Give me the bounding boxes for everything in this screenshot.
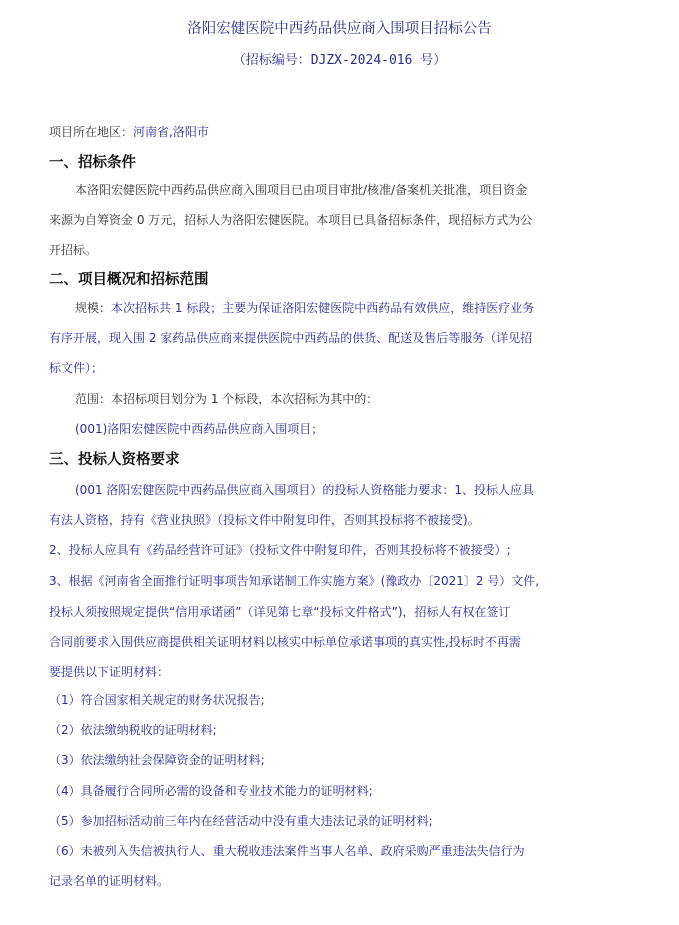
list-item: （1）符合国家相关规定的财务状况报告; — [49, 693, 265, 707]
list-item: （3）依法缴纳社会保障资金的证明材料; — [49, 753, 265, 767]
section1-line: 本洛阳宏健医院中西药品供应商入围项目已由项目审批/核准/备案机关批准，项目资金 — [75, 183, 528, 197]
section3-req3-line: 投标人须按照规定提供“信用承诺函”（详见第七章“投标文件格式”)，招标人有权在签订 — [49, 605, 511, 619]
scale-text: 本次招标共 1 标段；主要为保证洛阳宏健医院中西药品有效供应，维持医疗业务 — [111, 301, 535, 315]
list-item-tail: 记录名单的证明材料。 — [49, 874, 170, 888]
region-label: 项目所在地区： — [49, 125, 134, 139]
list-item: （5）参加招标活动前三年内在经营活动中没有重大违法记录的证明材料; — [49, 814, 433, 828]
tender-number: （招标编号：DJZX-2024-016 号） — [232, 53, 447, 68]
section3-req3-line: 3、根据《河南省全面推行证明事项告知承诺制工作实施方案》(豫政办〔2021〕2 号）文件, — [49, 574, 540, 588]
list-item: （2）依法缴纳税收的证明材料; — [49, 723, 217, 737]
section3-req3-line: 合同前要求入围供应商提供相关证明材料以核实中标单位承诺事项的真实性,投标时不再需 — [49, 635, 521, 649]
section3-intro-line: 有法人资格，持有《营业执照》（投标文件中附复印件，否则其投标将不被接受)。 — [49, 513, 480, 527]
section2-scale-line — [75, 299, 534, 316]
section2-range-line: 范围：本招标项目划分为 1 个标段，本次招标为其中的： — [75, 392, 379, 406]
region-line — [49, 123, 209, 140]
section3-heading: 三、投标人资格要求 — [49, 452, 180, 468]
page-title: 洛阳宏健医院中西药品供应商入围项目招标公告 — [187, 21, 492, 37]
section2-heading: 二、项目概况和招标范围 — [49, 272, 209, 288]
region-value: 河南省,洛阳市 — [133, 125, 209, 139]
scale-label: 规模： — [75, 301, 112, 315]
section3-intro-line: (001 洛阳宏健医院中西药品供应商入围项目）的投标人资格能力要求：1、投标人应具 — [75, 483, 535, 497]
section3-req3-line: 要提供以下证明材料： — [49, 665, 170, 679]
section2-lot-line: (001)洛阳宏健医院中西药品供应商入围项目； — [75, 422, 324, 436]
section1-heading: 一、招标条件 — [49, 155, 136, 171]
section1-line: 开招标。 — [49, 243, 98, 257]
section2-scale-line: 标文件）； — [49, 361, 104, 375]
list-item: （6）未被列入失信被执行人、重大税收违法案件当事人名单、政府采购严重违法失信行为 — [49, 844, 525, 858]
list-item: （4）具备履行合同所必需的设备和专业技术能力的证明材料; — [49, 784, 373, 798]
section2-scale-line: 有序开展，现入围 2 家药品供应商来提供医院中西药品的供货、配送及售后等服务（详见招 — [49, 331, 533, 345]
section3-req2: 2、投标人应具有《药品经营许可证》（投标文件中附复印件，否则其投标将不被接受）; — [49, 543, 511, 557]
section1-line: 来源为自筹资金 0 万元，招标人为洛阳宏健医院。本项目已具备招标条件，现招标方式为公 — [49, 213, 533, 227]
